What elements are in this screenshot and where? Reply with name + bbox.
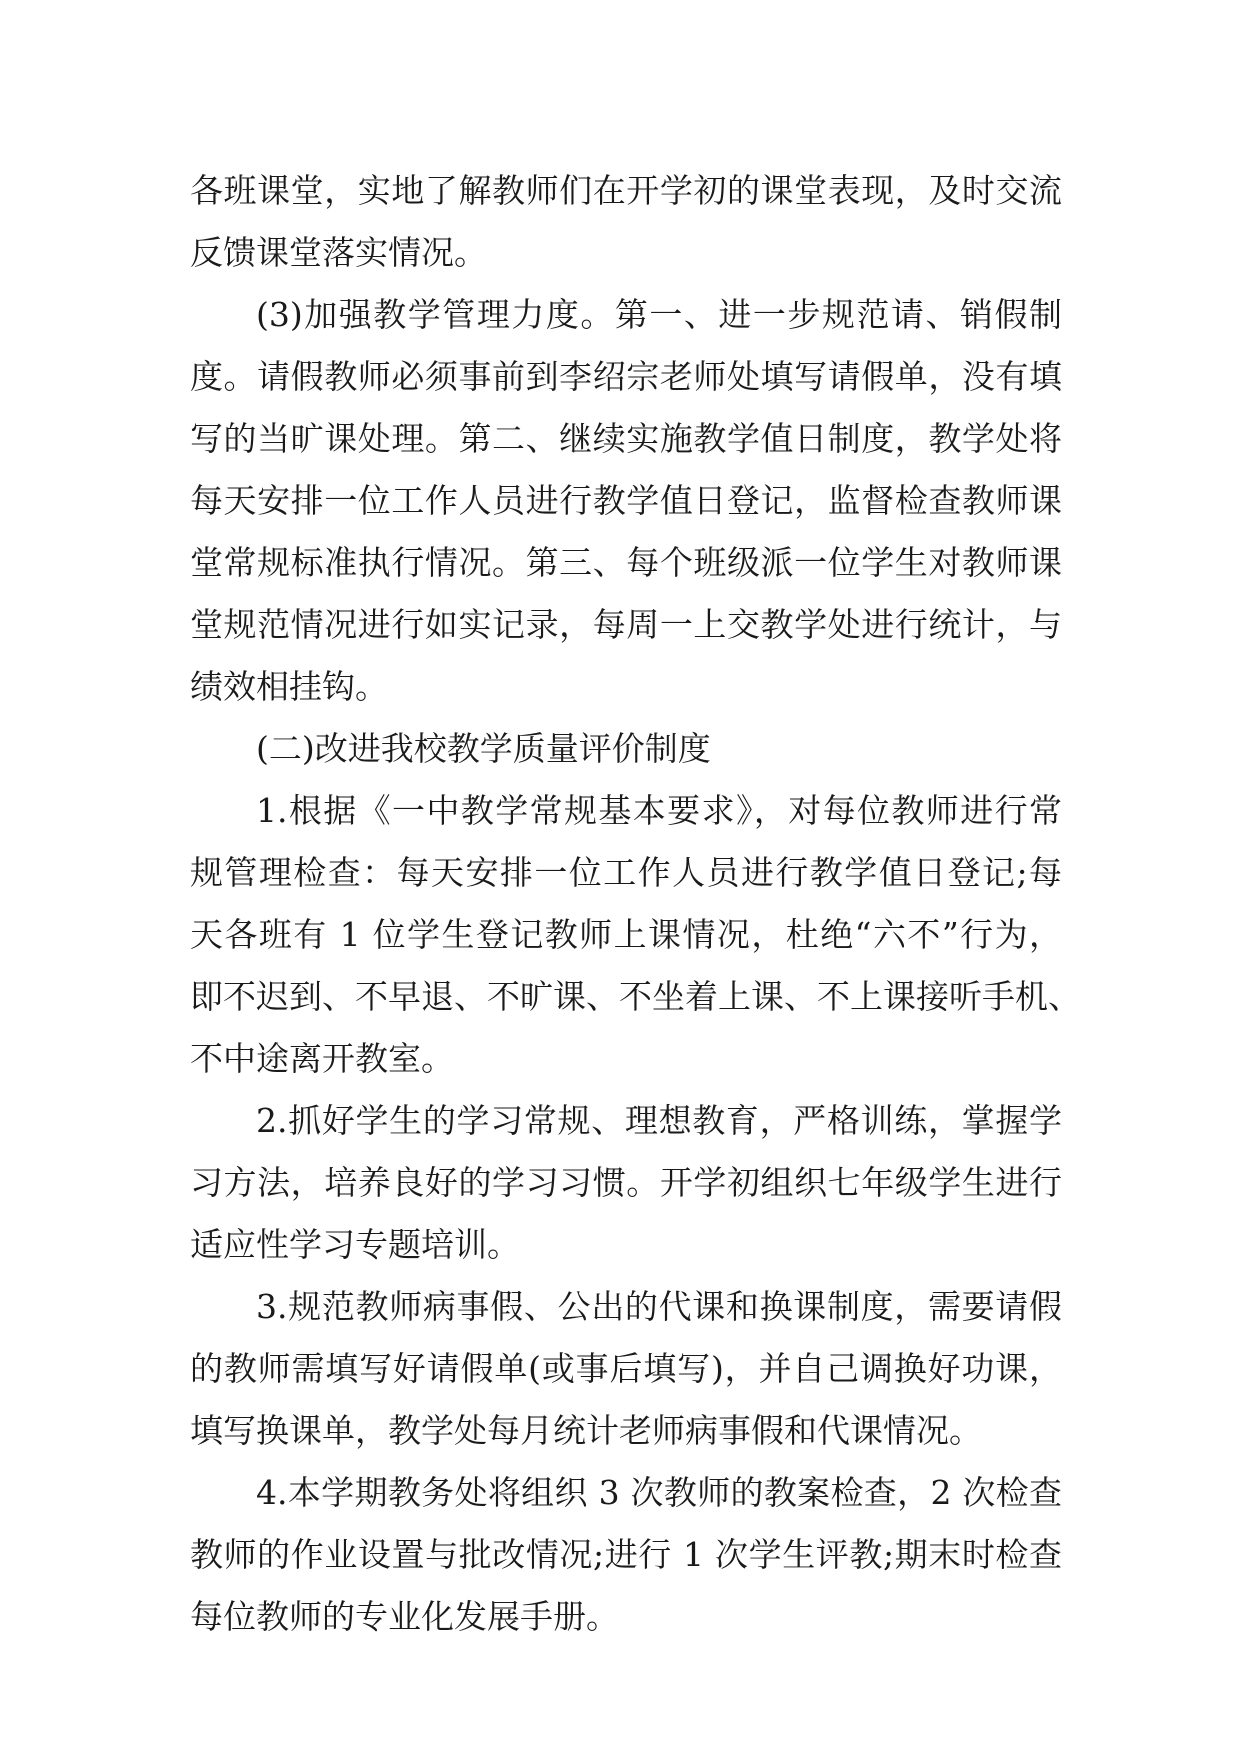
paragraph-start-line: (3)加强教学管理力度。第一、进一步规范请、销假制 bbox=[256, 295, 1062, 334]
text-line: 每天安排一位工作人员进行教学值日登记，监督检查教师课 bbox=[190, 481, 1062, 520]
text-line: 的教师需填写好请假单(或事后填写)，并自己调换好功课， bbox=[190, 1349, 1062, 1388]
text-line: 填写换课单，教学处每月统计老师病事假和代课情况。 bbox=[190, 1411, 982, 1450]
text-line: 不中途离开教室。 bbox=[190, 1039, 454, 1078]
text-line: 各班课堂，实地了解教师们在开学初的课堂表现，及时交流 bbox=[190, 171, 1062, 210]
paragraph-start-line: 1.根据《一中教学常规基本要求》，对每位教师进行常 bbox=[256, 791, 1062, 830]
paragraph-start-line: 4.本学期教务处将组织 3 次教师的教案检查，2 次检查 bbox=[256, 1473, 1062, 1512]
paragraph-start-line: 2.抓好学生的学习常规、理想教育，严格训练，掌握学 bbox=[256, 1101, 1062, 1140]
document-body bbox=[190, 160, 1081, 1648]
paragraph-start-line: 3.规范教师病事假、公出的代课和换课制度，需要请假 bbox=[256, 1287, 1062, 1326]
text-line: 习方法，培养良好的学习习惯。开学初组织七年级学生进行 bbox=[190, 1163, 1062, 1202]
text-line: 教师的作业设置与批改情况;进行 1 次学生评教;期末时检查 bbox=[190, 1535, 1062, 1574]
text-line: 即不迟到、不早退、不旷课、不坐着上课、不上课接听手机、 bbox=[190, 977, 1081, 1016]
text-line: 度。请假教师必须事前到李绍宗老师处填写请假单，没有填 bbox=[190, 357, 1062, 396]
text-line: 天各班有 1 位学生登记教师上课情况，杜绝“六不”行为， bbox=[190, 915, 1062, 954]
text-line: 写的当旷课处理。第二、继续实施教学值日制度，教学处将 bbox=[190, 419, 1062, 458]
text-line: 绩效相挂钩。 bbox=[190, 667, 388, 706]
text-line: 适应性学习专题培训。 bbox=[190, 1225, 520, 1264]
text-line: 堂常规标准执行情况。第三、每个班级派一位学生对教师课 bbox=[190, 543, 1062, 582]
section-heading: (二)改进我校教学质量评价制度 bbox=[256, 729, 711, 768]
text-line: 反馈课堂落实情况。 bbox=[190, 233, 487, 272]
text-line: 堂规范情况进行如实记录，每周一上交教学处进行统计，与 bbox=[190, 605, 1062, 644]
text-line: 规管理检查：每天安排一位工作人员进行教学值日登记;每 bbox=[190, 853, 1062, 892]
text-line: 每位教师的专业化发展手册。 bbox=[190, 1597, 619, 1636]
